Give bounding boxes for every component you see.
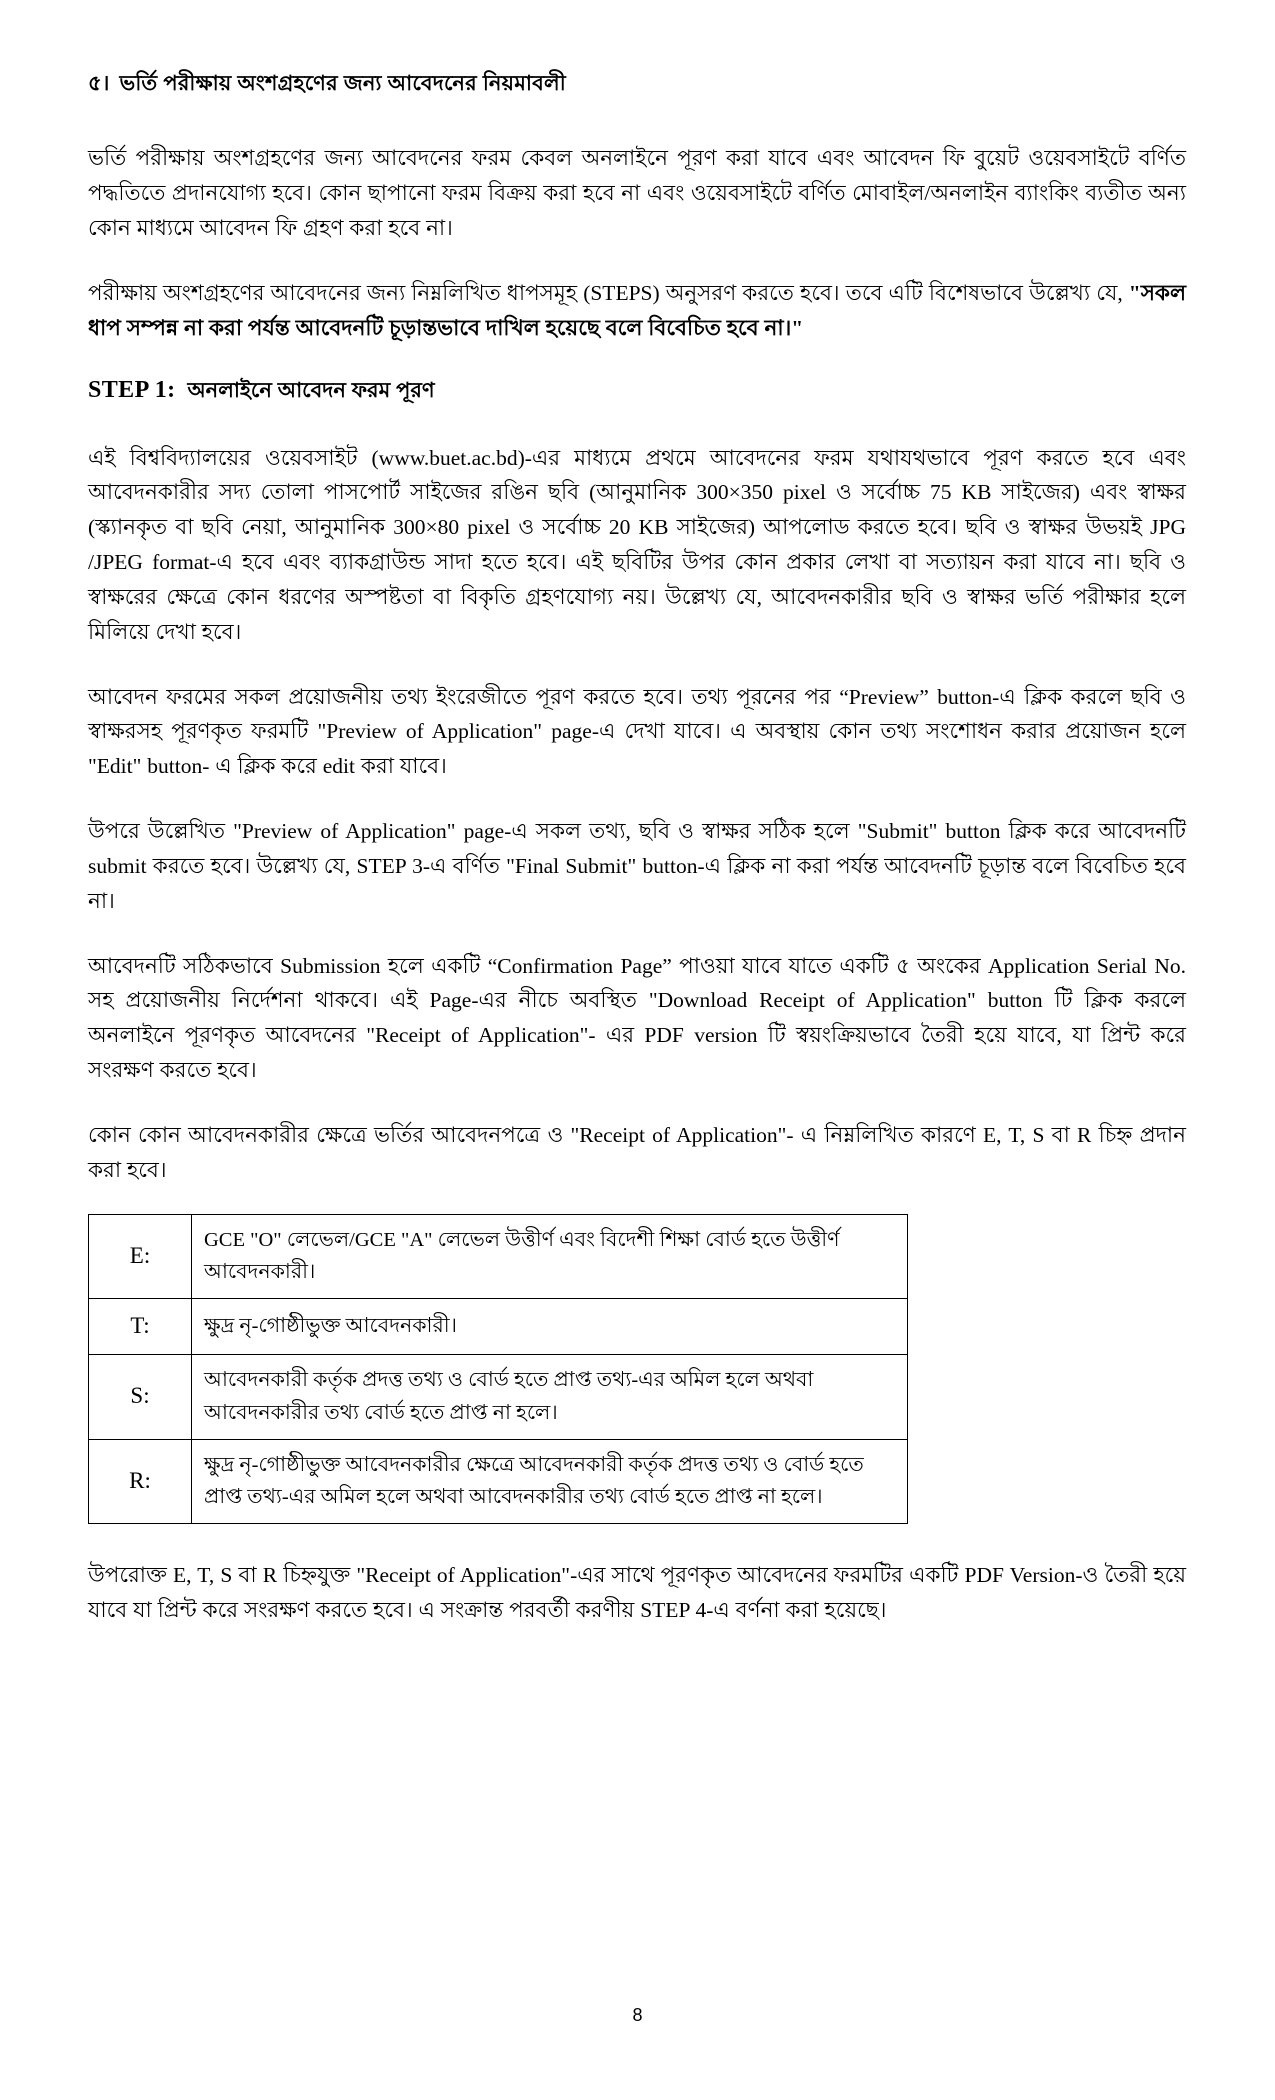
paragraph-photo-signature-requirements: এই বিশ্ববিদ্যালয়ের ওয়েবসাইট (www.buet.ac.bd)-এর মাধ্যমে প্রথমে আবেদনের ফরম যথাযথভাবে পূরণ করতে হবে এবং আবেদনকারীর সদ্য তোলা পাসপোর্ট সাইজের রঙিন ছবি (আনুমানিক 300×350 pixel ও সর্বোচ্চ 75 KB সাইজের) এবং স্বাক্ষর (স্ক্যানকৃত বা ছবি নেয়া, আনুমানিক 300×80 pixel ও সর্বোচ্চ 20 KB সাইজের) আপলোড করতে হবে। ছবি ও স্বাক্ষর উভয়ই JPG /JPEG format-এ হবে এবং ব্যাকগ্রাউন্ড সাদা হতে হবে। এই ছবিটির উপর কোন প্রকার লেখা বা সত্যায়ন করা যাবে না। ছবি ও স্বাক্ষরের ক্ষেত্রে কোন ধরণের অস্পষ্টতা বা বিকৃতি গ্রহণযোগ্য নয়। উল্লেখ্য যে, আবেদনকারীর ছবি ও স্বাক্ষর ভর্তি পরীক্ষার হলে মিলিয়ে দেখা হবে। <box>88 445 1186 644</box>
paragraph-marks-intro: কোন কোন আবেদনকারীর ক্ষেত্রে ভর্তির আবেদনপত্রে ও "Receipt of Application"- এ নিম্নলিখিত কারণে E, T, S বা R চিহ্ন প্রদান করা হবে। <box>88 1122 1186 1182</box>
code-cell: E: <box>89 1214 192 1299</box>
paragraph-submit-button: উপরে উল্লেখিত "Preview of Application" page-এ সকল তথ্য, ছবি ও স্বাক্ষর সঠিক হলে "Submit" button ক্লিক করে আবেদনটি submit করতে হবে। উল্লেখ্য যে, STEP 3-এ বর্ণিত "Final Submit" button-এ ক্লিক না করা পর্যন্ত আবেদনটি চূড়ান্ত বলে বিবেচিত হবে না। <box>88 819 1186 913</box>
codes-table <box>88 1214 908 1525</box>
code-cell: T: <box>89 1299 192 1355</box>
table-row <box>89 1299 908 1355</box>
step1-title: অনলাইনে আবেদন ফরম পূরণ <box>187 379 435 403</box>
step1-label: STEP 1: <box>88 377 176 404</box>
description-cell: আবেদনকারী কর্তৃক প্রদত্ত তথ্য ও বোর্ড হতে প্রাপ্ত তথ্য-এর অমিল হলে অথবা আবেদনকারীর তথ্য বোর্ড হতে প্রাপ্ত না হলে। <box>192 1354 908 1439</box>
table-row <box>89 1214 908 1299</box>
step1-heading <box>88 375 1186 406</box>
steps-intro-lead: পরীক্ষায় অংশগ্রহণের আবেদনের জন্য নিম্নলিখিত ধাপসমূহ (STEPS) অনুসরণ করতে হবে। তবে এটি বিশেষভাবে উল্লেখ্য যে, <box>88 280 1129 305</box>
paragraph-application-form-online: ভর্তি পরীক্ষায় অংশগ্রহণের জন্য আবেদনের ফরম কেবল অনলাইনে পূরণ করা যাবে এবং আবেদন ফি বুয়েট ওয়েবসাইটে বর্ণিত পদ্ধতিতে প্রদানযোগ্য হবে। কোন ছাপানো ফরম বিক্রয় করা হবে না এবং ওয়েবসাইটে বর্ণিত মোবাইল/অনলাইন ব্যাংকিং ব্যতীত অন্য কোন মাধ্যমে আবেদন ফি গ্রহণ করা হবে না। <box>88 146 1186 240</box>
paragraph-steps-intro <box>88 276 1186 346</box>
description-cell: ক্ষুদ্র নৃ-গোষ্ঠীভুক্ত আবেদনকারী। <box>192 1299 908 1355</box>
table-row <box>89 1354 908 1439</box>
table-row <box>89 1439 908 1524</box>
code-cell: R: <box>89 1439 192 1524</box>
section-title: ভর্তি পরীক্ষায় অংশগ্রহণের জন্য আবেদনের নিয়মাবলী <box>119 72 566 95</box>
code-cell: S: <box>89 1354 192 1439</box>
description-cell: ক্ষুদ্র নৃ-গোষ্ঠীভুক্ত আবেদনকারীর ক্ষেত্রে আবেদনকারী কর্তৃক প্রদত্ত তথ্য ও বোর্ড হতে প্রাপ্ত তথ্য-এর অমিল হলে অথবা আবেদনকারীর তথ্য বোর্ড হতে প্রাপ্ত না হলে। <box>192 1439 908 1524</box>
steps-intro-emphasis: "সকল ধাপ সম্পন্ন না করা পর্যন্ত আবেদনটি চূড়ান্তভাবে দাখিল হয়েছে বলে বিবেচিত হবে না।" <box>88 280 1186 340</box>
section-heading <box>88 70 1186 97</box>
section-number: ৫। <box>88 72 110 95</box>
paragraph-pdf-version: উপরোক্ত E, T, S বা R চিহ্নযুক্ত "Receipt of Application"-এর সাথে পূরণকৃত আবেদনের ফরমটির একটি PDF Version-ও তৈরী হয়ে যাবে যা প্রিন্ট করে সংরক্ষণ করতে হবে। এ সংক্রান্ত পরবর্তী করণীয় STEP 4-এ বর্ণনা করা হয়েছে। <box>88 1563 1186 1622</box>
description-cell: GCE "O" লেভেল/GCE "A" লেভেল উত্তীর্ণ এবং বিদেশী শিক্ষা বোর্ড হতে উত্তীর্ণ আবেদনকারী। <box>192 1214 908 1299</box>
page-content <box>88 70 1186 1658</box>
page-number: 8 <box>632 2005 643 2025</box>
codes-table-body <box>89 1214 908 1524</box>
paragraph-preview-button: আবেদন ফরমের সকল প্রয়োজনীয় তথ্য ইংরেজীতে পূরণ করতে হবে। তথ্য পূরনের পর “Preview” button-এ ক্লিক করলে ছবি ও স্বাক্ষরসহ পূরণকৃত ফরমটি "Preview of Application" page-এ দেখা যাবে। এ অবস্থায় কোন তথ্য সংশোধন করার প্রয়োজন হলে "Edit" button- এ ক্লিক করে edit করা যাবে। <box>88 684 1186 779</box>
paragraph-confirmation-page: আবেদনটি সঠিকভাবে Submission হলে একটি “Confirmation Page” পাওয়া যাবে যাতে একটি ৫ অংকের Application Serial No. সহ প্রয়োজনীয় নির্দেশনা থাকবে। এই Page-এর নীচে অবস্থিত "Download Receipt of Application" button টি ক্লিক করলে অনলাইনে পূরণকৃত আবেদনের "Receipt of Application"- এর PDF version টি স্বয়ংক্রিয়ভাবে তৈরী হয়ে যাবে, যা প্রিন্ট করে সংরক্ষণ করতে হবে। <box>88 953 1186 1083</box>
